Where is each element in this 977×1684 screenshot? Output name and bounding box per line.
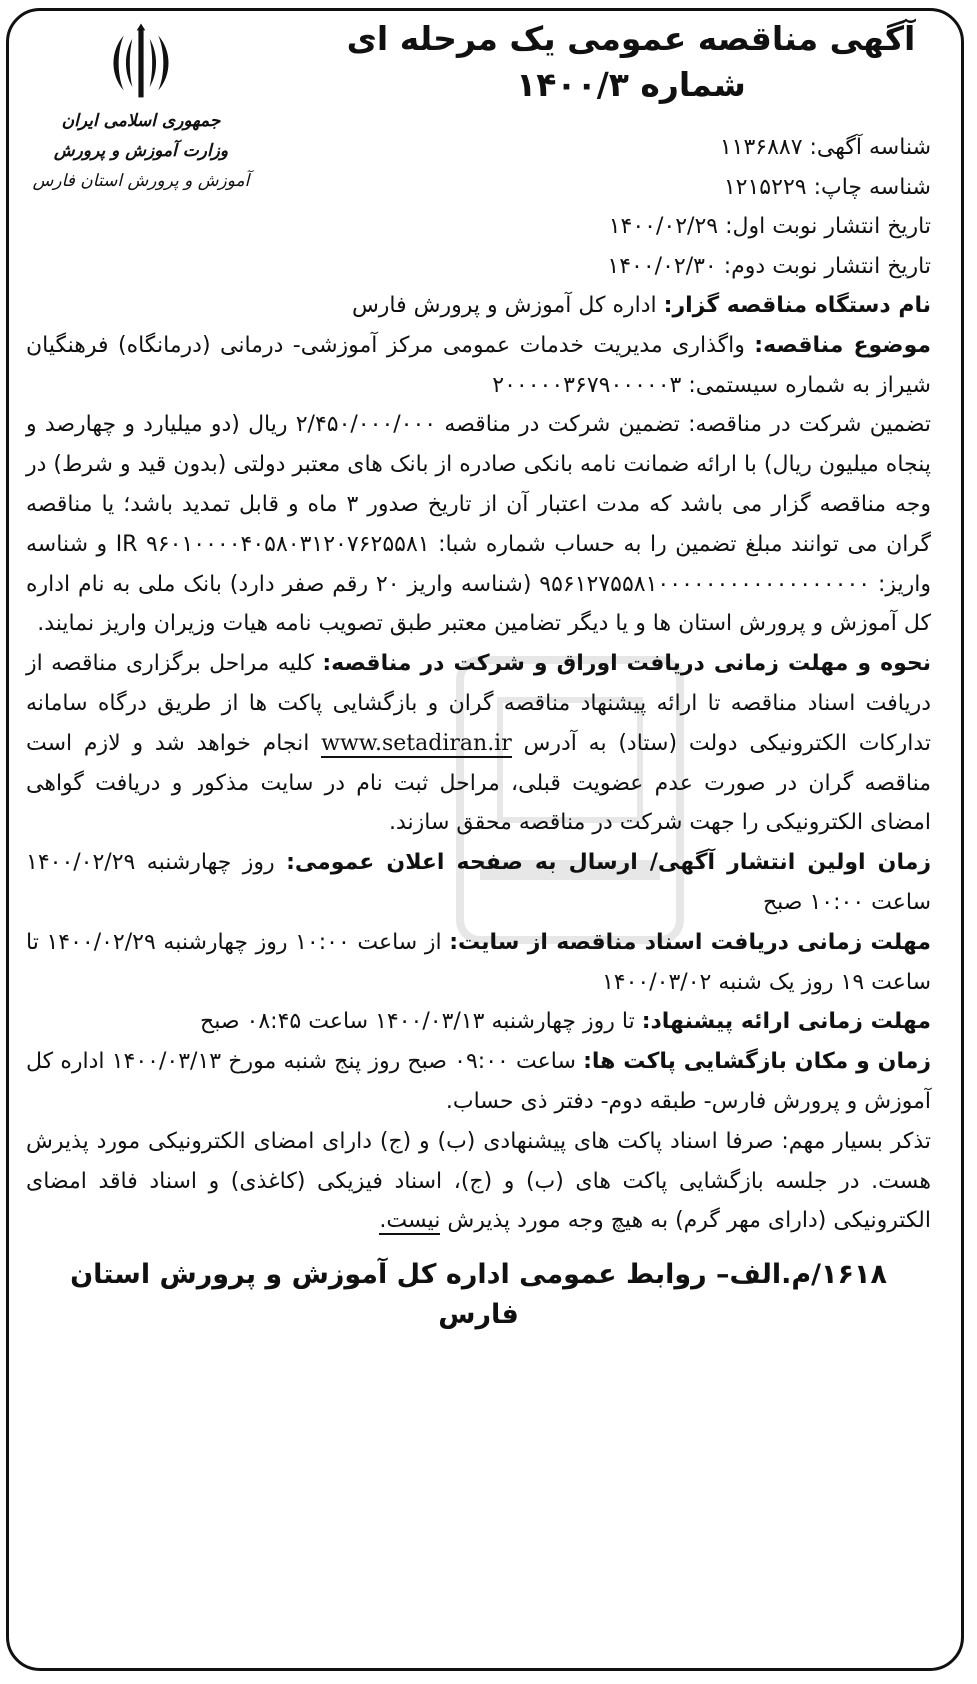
bid-deadline-label: مهلت زمانی ارائه پیشنهاد: (641, 1009, 931, 1035)
iran-emblem-icon (98, 20, 184, 106)
first-pub-date: تاریخ انتشار نوبت اول: ۱۴۰۰/۰۲/۲۹ (608, 214, 931, 239)
guarantee-paragraph (26, 405, 931, 644)
organizer-value: اداره کل آموزش و پرورش فارس (351, 293, 664, 318)
procedure-label: نحوه و مهلت زمانی دریافت اوراق و شرکت در مناقصه: (322, 651, 931, 677)
opening-label: زمان و مکان بازگشایی پاکت ها: (583, 1049, 931, 1075)
procedure-text-2: انجام خواهد شد و لازم است مناقصه گران در صورت عدم عضویت قبلی، مراحل ثبت نام در سایت مذکور و دریافت گواهی امضای الکترونیکی را جهت شرکت در مناقصه محقق سازند. (26, 730, 931, 836)
subject-label: موضوع مناقصه: (754, 332, 931, 358)
doc-deadline-label: مهلت زمانی دریافت اسناد مناقصه از سایت: (449, 929, 931, 955)
title-block (331, 16, 931, 108)
procedure-paragraph (26, 644, 931, 843)
second-pub-date: تاریخ انتشار نوبت دوم: ۱۴۰۰/۰۲/۳۰ (607, 253, 931, 279)
notice-title: آگهی مناقصه عمومی یک مرحله ای (346, 19, 916, 58)
footer-signature: ۱۶۱۸/م.الف– روابط عمومی اداره کل آموزش و پرورش استان فارس (70, 1259, 887, 1331)
organizer-label: نام دستگاه مناقصه گزار: (663, 293, 931, 318)
sheba-number: IR ۹۶۰۱۰۰۰۰۴۰۵۸۰۳۱۲۰۷۶۲۵۵۸۱ (115, 531, 430, 557)
first-publication-value: روز چهارشنبه ۱۴۰۰/۰۲/۲۹ ساعت ۱۰:۰۰ صبح (26, 850, 931, 915)
organization-block (26, 16, 256, 196)
ad-id: شناسه آگهی: ۱۱۳۶۸۸۷ (719, 135, 931, 160)
org-line-1: جمهوری اسلامی ایران (61, 111, 221, 131)
org-line-2: وزارت آموزش و پرورش (53, 141, 229, 161)
opening-value: ساعت ۰۹:۰۰ صبح روز پنج شنبه مورخ ۱۴۰۰/۰۳/۱۳ اداره کل آموزش و پرورش فارس- طبقه دوم- دفتر ذی حساب. (26, 1049, 931, 1114)
doc-deadline-value: از ساعت ۱۰:۰۰ روز چهارشنبه ۱۴۰۰/۰۲/۲۹ تا ساعت ۱۹ روز یک شنبه ۱۴۰۰/۰۳/۰۲ (26, 929, 931, 995)
first-publication-paragraph (26, 843, 931, 923)
note-emphasis: نیست. (379, 1208, 441, 1234)
procedure-text-1: کلیه مراحل برگزاری مناقصه از دریافت اسناد مناقصه تا ارائه پیشنهاد مناقصه گران و بازگشایی پاکت ها از طریق درگاه سامانه تدارکات الکترونیکی دولت (ستاد) به آدرس (26, 651, 931, 756)
organizer-paragraph (26, 286, 931, 326)
opening-paragraph (26, 1042, 931, 1122)
subject-value: واگذاری مدیریت خدمات عمومی مرکز آموزشی- درمانی (درمانگاه) فرهنگیان شیراز به شماره سیستمی: ۲۰۰۰۰۰۳۶۷۹۰۰۰۰۰۳ (26, 332, 931, 398)
ids-block (311, 128, 931, 286)
subject-paragraph (26, 326, 931, 406)
guarantee-text-2: و شناسه واریز: ۹۵۶۱۲۷۵۵۸۱۰۰۰۰۰۰۰۰۰۰۰۰۰۰۰۰۰۰ (شناسه واریز ۲۰ رقم صفر دارد) بانک ملی به نام اداره کل آموزش و پرورش استان ها و یا دیگر تضامین معتبر طبق تصویب نامه هیات وزیران واریز نمایند. (26, 531, 931, 637)
first-publication-label: زمان اولین انتشار آگهی/ ارسال به صفحه اعلان عمومی: (286, 850, 931, 876)
notice-content (26, 16, 931, 1335)
note-paragraph (26, 1122, 931, 1241)
print-id: شناسه چاپ: ۱۲۱۵۲۲۹ (723, 174, 931, 200)
bid-deadline-paragraph (26, 1002, 931, 1042)
doc-deadline-paragraph (26, 923, 931, 1003)
org-line-3: آموزش و پرورش استان فارس (32, 171, 250, 191)
guarantee-text-1: تضمین شرکت در مناقصه: تضمین شرکت در مناقصه ۲/۴۵۰/۰۰۰/۰۰۰ ریال (دو میلیارد و چهارصد و پنجاه میلیون ریال) با ارائه ضمانت نامه بانکی صادره از بانک های معتبر دولتی (بدون قید و شرط) در وجه مناقصه گزار می باشد که مدت اعتبار آن از تاریخ صدور ۳ ماه و قابل تمدید باشد؛ یا مناقصه گران می توانند مبلغ تضمین را به حساب شماره شبا: (26, 412, 932, 557)
note-text: تذکر بسیار مهم: صرفا اسناد پاکت های پیشنهادی (ب) و (ج) دارای امضای الکترونیکی مورد پذیرش هست. در جلسه بازگشایی پاکت های (ب) و (ج)، اسناد فیزیکی (کاغذی) و اسناد فاقد امضای الکترونیکی (دارای مهر گرم) به هیچ وجه مورد پذیرش (26, 1128, 931, 1234)
notice-number: شماره ۱۴۰۰/۳ (516, 65, 746, 104)
setadiran-link[interactable]: www.setadiran.ir (321, 730, 512, 756)
bid-deadline-value: تا روز چهارشنبه ۱۴۰۰/۰۳/۱۳ ساعت ۰۸:۴۵ صبح (200, 1009, 642, 1035)
